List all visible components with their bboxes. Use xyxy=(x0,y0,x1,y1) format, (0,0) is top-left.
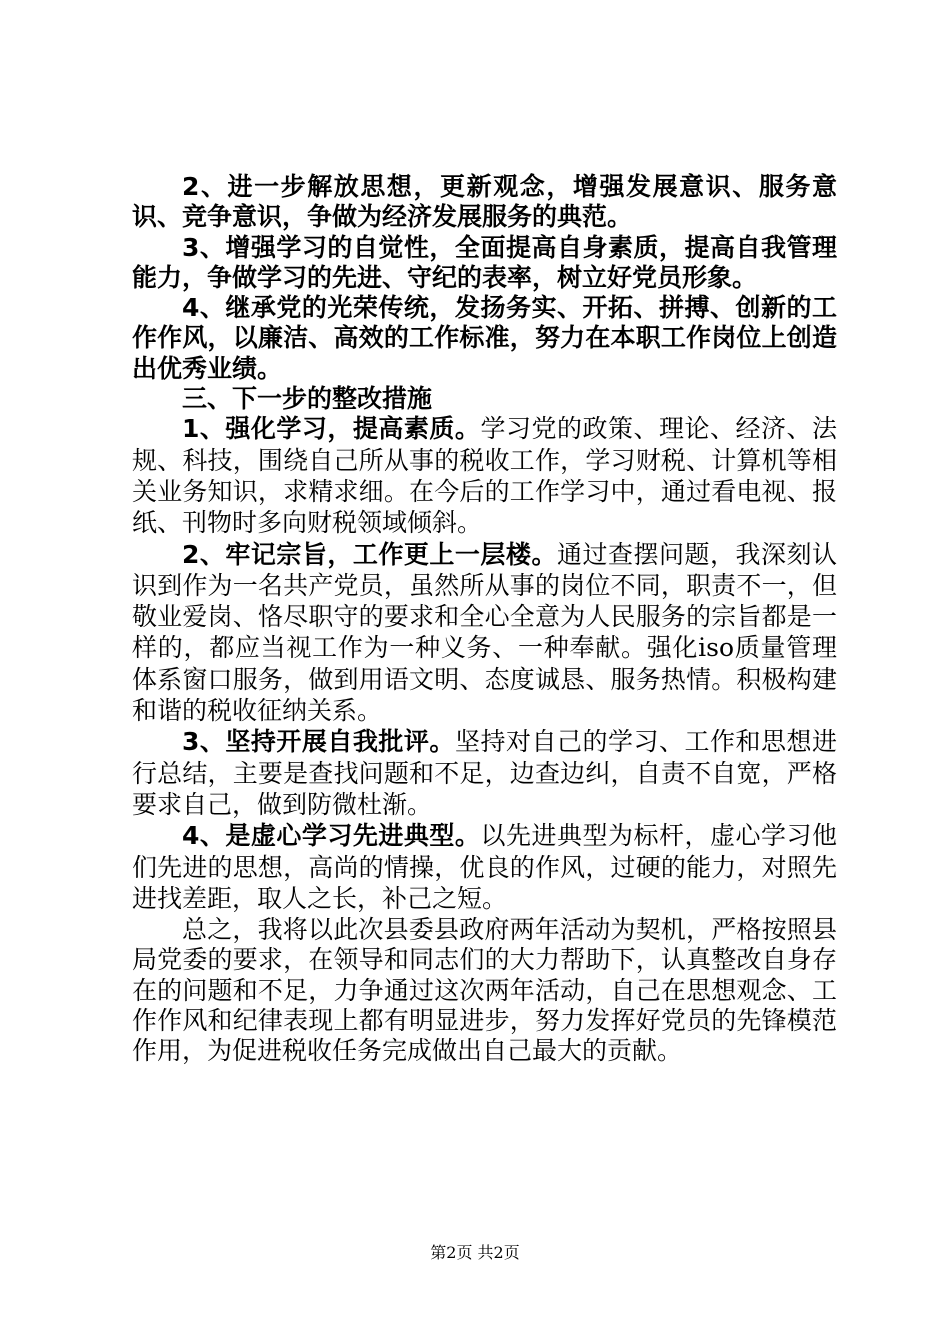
measure-lead: 2、牢记宗旨，工作更上一层楼。 xyxy=(182,539,557,569)
measure-lead: 3、坚持开展自我批评。 xyxy=(182,727,455,757)
measure-lead: 4、是虚心学习先进典型。 xyxy=(182,821,481,851)
section-heading: 三、下一步的整改措施 xyxy=(182,384,433,414)
page-footer: 第2页 共2页 xyxy=(430,1243,520,1262)
paragraph-item-3: 3、增强学习的自觉性，全面提高自身素质，提高自我管理能力，争做学习的先进、守纪的表率，树立好党员形象。 xyxy=(132,232,837,292)
measure-lead: 1、强化学习，提高素质。 xyxy=(182,414,481,444)
paragraph-item-2: 2、进一步解放思想，更新观念，增强发展意识、服务意识、竞争意识，争做为经济发展服务的典范。 xyxy=(132,172,837,232)
measure-item-2 xyxy=(132,540,837,728)
measure-body: 以先进典型为标杆，虚心学习他们先进的思想，高尚的情操，优良的作风，过硬的能力，对照先进找差距，取人之长，补己之短。 xyxy=(132,821,837,913)
paragraph-item-4: 4、继承党的光荣传统，发扬务实、开拓、拼搏、创新的工作作风，以廉洁、高效的工作标准，努力在本职工作岗位上创造出优秀业绩。 xyxy=(132,293,837,383)
conclusion-paragraph: 总之，我将以此次县委县政府两年活动为契机，严格按照县局党委的要求，在领导和同志们的大力帮助下，认真整改自身存在的问题和不足，力争通过这次两年活动，自己在思想观念、工作作风和纪律表现上都有明显进步，努力发挥好党员的先锋模范作用，为促进税收任务完成做出自己最大的贡献。 xyxy=(132,915,837,1066)
measure-body: 通过查摆问题，我深刻认识到作为一名共产党员，虽然所从事的岗位不同，职责不一，但敬业爱岗、恪尽职守的要求和全心全意为人民服务的宗旨都是一样的，都应当视工作为一种义务、一种奉献。强化iso质量管理体系窗口服务，做到用语文明、态度诚恳、服务热情。积极构建和谐的税收征纳关系。 xyxy=(132,539,837,726)
measure-item-4 xyxy=(132,821,837,915)
measure-item-3 xyxy=(132,727,837,821)
measure-body: 坚持对自己的学习、工作和思想进行总结，主要是查找问题和不足，边查边纠，自责不自宽，严格要求自己，做到防微杜渐。 xyxy=(132,727,837,819)
measure-body: 学习党的政策、理论、经济、法规、科技，围绕自己所从事的税收工作，学习财税、计算机等相关业务知识，求精求细。在今后的工作学习中，通过看电视、报纸、刊物时多向财税领域倾斜。 xyxy=(132,414,837,538)
document-body xyxy=(132,172,837,1067)
measure-item-1 xyxy=(132,414,837,539)
